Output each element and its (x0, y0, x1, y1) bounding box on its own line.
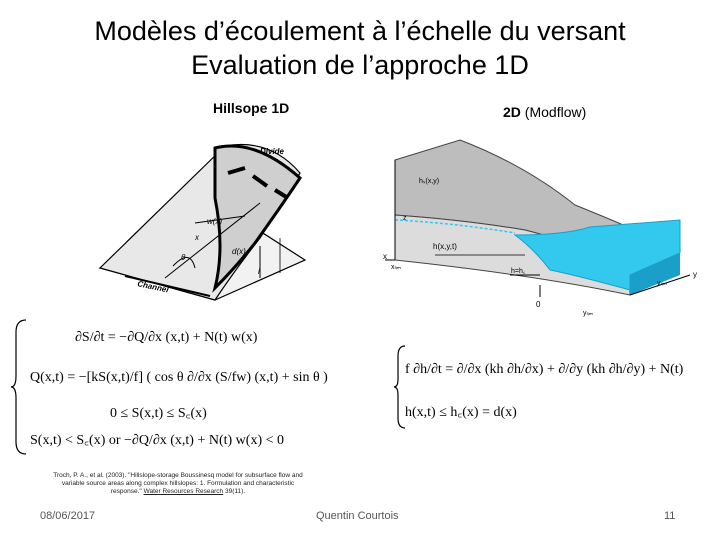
footer-page-number: 11 (664, 510, 676, 522)
reference (28, 472, 328, 496)
brace-1d (10, 318, 30, 456)
label-hs: hₛ(x,y) (419, 178, 440, 185)
equation-2d-2: h(x,t) ≤ h꜀(x) = d(x) (405, 405, 517, 420)
label-d: d(x) (232, 247, 246, 256)
reference-line-3-post: 39(11). (224, 488, 246, 495)
label-xlim: xₗᵢₘ (391, 264, 402, 271)
equation-2d-1: f ∂h/∂t = ∂/∂x (kh ∂h/∂x) + ∂/∂y (kh ∂h/∂y) + N(t) (405, 362, 684, 377)
reference-line-2: variable source areas along complex hillslopes: 1. Formulation and characteristic (61, 480, 295, 487)
reference-line-3-pre: response." (110, 488, 142, 495)
equation-1d-2: Q(x,t) = −[kS(x,t)/f] ( cos θ ∂/∂x (S/fw) (x,t) + sin θ ) (30, 370, 328, 385)
label-z: z (403, 215, 407, 222)
equation-1d-4: S(x,t) < S꜀(x) or −∂Q/∂x (x,t) + N(t) w(x) < 0 (30, 433, 285, 448)
slide-title (40, 14, 680, 82)
label-channel: Channel (136, 279, 170, 295)
label-w: w(x) (207, 217, 223, 226)
equation-1d-1: ∂S/∂t = −∂Q/∂x (x,t) + N(t) w(x) (75, 330, 258, 345)
label-ylim: yₗᵢₘ (657, 280, 668, 287)
footer-date: 08/06/2017 (40, 510, 96, 522)
reference-journal-link[interactable]: Water Resources Research (143, 488, 224, 495)
label-divide: Divide (260, 147, 285, 156)
title-line-2: Evaluation de l’approche 1D (191, 50, 529, 80)
label-zero: 0 (536, 300, 541, 309)
label-y: y (693, 270, 697, 279)
heading-2d-bold: 2D (503, 104, 521, 120)
footer-author: Quentin Courtois (316, 510, 399, 522)
heading-1d: Hillsope 1D (213, 100, 290, 116)
reference-line-1: Troch, P. A., et al. (2003). "Hillslope-storage Boussinesq model for subsurface flow and (53, 472, 303, 479)
hillslope-1d-figure (95, 128, 310, 303)
label-x: x (383, 252, 387, 261)
reference-line-3 (28, 488, 328, 496)
title-line-1: Modèles d’écoulement à l’échelle du versant (94, 16, 626, 46)
label-i: i (258, 267, 260, 276)
label-hc: h=h꜀ (511, 268, 526, 275)
equation-1d-3: 0 ≤ S(x,t) ≤ S꜀(x) (110, 406, 207, 421)
heading-2d (503, 104, 586, 120)
label-x: x (195, 233, 199, 242)
label-ylim-bottom: yₗᵢₘ (583, 310, 594, 317)
label-theta: θ (181, 253, 186, 262)
heading-2d-plain: (Modflow) (524, 104, 587, 120)
label-h: h(x,y,t) (433, 242, 457, 251)
modflow-2d-figure (375, 125, 695, 320)
